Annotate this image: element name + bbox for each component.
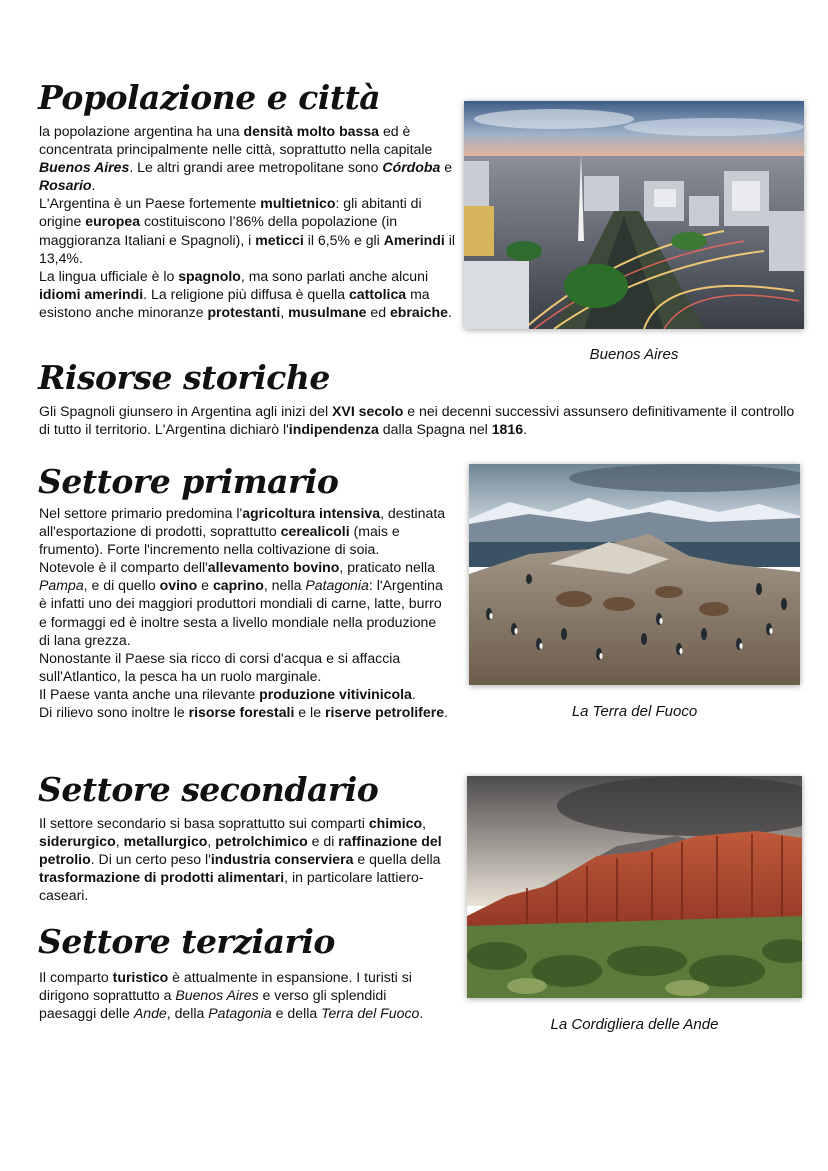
heading-settore-terziario: Settore terziario <box>38 922 335 961</box>
caption-cordigliera: La Cordigliera delle Ande <box>550 1016 719 1033</box>
heading-settore-secondario: Settore secondario <box>38 770 379 809</box>
paragraph-risorse-storiche: Gli Spagnoli giunsero in Argentina agli inizi del XVI secolo e nei decenni successivi assunsero definitivamente il controllo di tutto il territorio. L'Argentina dichiarò l'indipendenza dalla Spagna nel 1816. <box>39 403 795 438</box>
paragraph-settore-terziario: Il comparto turistico è attualmente in espansione. I turisti si dirigono soprattutto a Buenos Aires e verso gli splendidi paesaggi delle Ande, della Patagonia e della Terra del Fuoco. <box>39 969 424 1022</box>
caption-terra-del-fuoco: La Terra del Fuoco <box>571 703 698 720</box>
paragraph-popolazione: la popolazione argentina ha una densità molto bassa ed è concentrata principalmente nelle città, soprattutto nella capitale Buenos Aires. Le altri grandi aree metropolitane sono Córdoba e Rosario. L'Argentina è un Paese fortemente multietnico: gli abitanti di origine europea costituiscono l’86% della popolazione (in maggioranza Italiani e Spagnoli), i meticci il 6,5% e gli Amerindi il 13,4%. La lingua ufficiale è lo spagnolo, ma sono parlati anche alcuni idiomi amerindi. La religione più diffusa è quella cattolica ma esistono anche minoranze protestanti, musulmane ed ebraiche. <box>39 123 455 320</box>
caption-buenos-aires: Buenos Aires <box>589 346 679 363</box>
cordigliera-photo <box>467 776 802 998</box>
heading-risorse-storiche: Risorse storiche <box>38 358 330 397</box>
buenos-aires-photo <box>464 101 804 329</box>
paragraph-settore-secondario: Il settore secondario si basa soprattutto sui comparti chimico, siderurgico, metallurgico, petrolchimico e di raffinazione del petrolio. Di un certo peso l'industria conserviera e quella della trasformazione di prodotti alimentari, in particolare lattiero-caseari. <box>39 815 442 904</box>
terra-del-fuoco-photo <box>469 464 800 685</box>
paragraph-settore-primario: Nel settore primario predomina l'agricoltura intensiva, destinata all'esportazione di prodotti, soprattutto cerealicoli (mais e frumento). Forte l'incremento nella coltivazione di soia. Notevole è il comparto dell'allevamento bovino, praticato nella Pampa, e di quello ovino e caprino, nella Patagonia: l'Argentina è infatti uno dei maggiori produttori mondiali di carne, latte, burro e formaggi ed è inoltre sesta a livello mondiale nella produzione di lana grezza. Nonostante il Paese sia ricco di corsi d'acqua e si affaccia sull'Atlantico, la pesca ha un ruolo marginale. Il Paese vanta anche una rilevante produzione vitivinicola. Di rilievo sono inoltre le risorse forestali e le riserve petrolifere. <box>39 505 448 721</box>
heading-settore-primario: Settore primario <box>38 462 339 501</box>
heading-popolazione: Popolazione e città <box>38 78 381 117</box>
